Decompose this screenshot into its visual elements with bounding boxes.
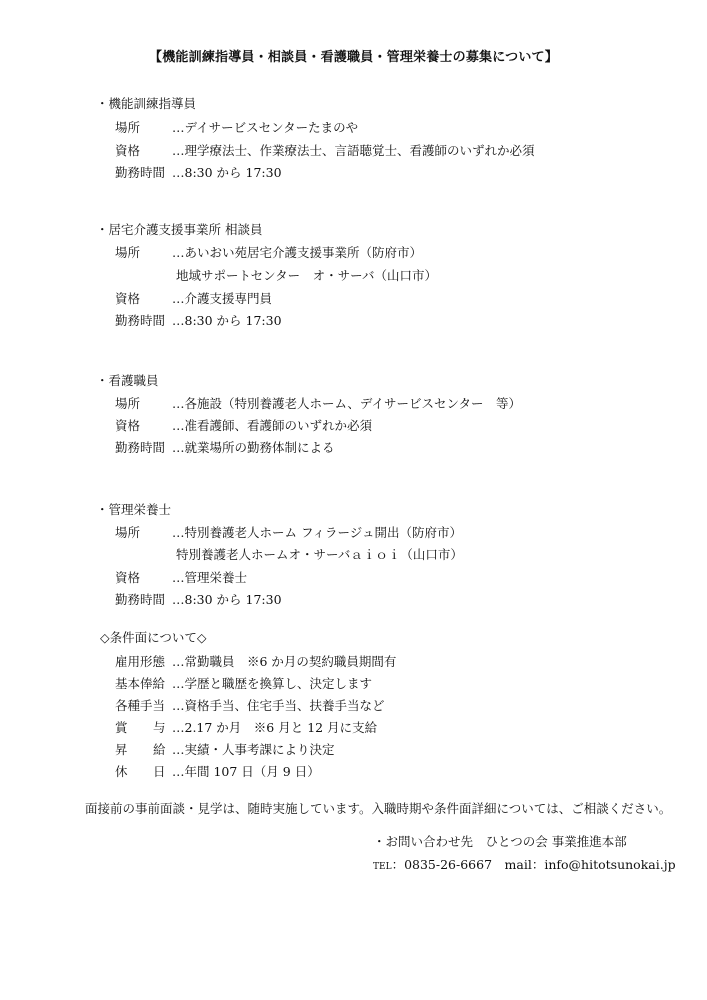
place-continuation: 特別養護老人ホームオ・サーバａｉｏｉ（山口市） bbox=[176, 547, 463, 562]
qual-value: …介護支援専門員 bbox=[172, 291, 273, 306]
hours-label: 勤務時間 bbox=[115, 592, 166, 607]
condition-value: …資格手当、住宅手当、扶養手当など bbox=[172, 698, 385, 713]
condition-label: 各種手当 bbox=[115, 698, 166, 713]
condition-row-raise bbox=[115, 742, 335, 758]
tel-mark: TEL bbox=[373, 862, 392, 872]
page-title: 【機能訓練指導員・相談員・看護職員・管理栄養士の募集について】 bbox=[149, 50, 558, 65]
place-row bbox=[115, 120, 358, 136]
condition-row-base-salary bbox=[115, 676, 372, 692]
condition-label-a: 昇 bbox=[115, 742, 128, 757]
condition-row-bonus bbox=[115, 720, 377, 736]
hours-row bbox=[115, 440, 335, 456]
contact-heading: ・お問い合わせ先 ひとつの会 事業推進本部 bbox=[373, 834, 627, 849]
qual-label-a: 資 bbox=[115, 570, 128, 585]
qual-value: …准看護師、看護師のいずれか必須 bbox=[172, 418, 373, 433]
condition-label-b: 日 bbox=[153, 764, 166, 779]
condition-label-b: 与 bbox=[153, 720, 166, 735]
condition-value: …年間 107 日（月 9 日） bbox=[172, 764, 320, 779]
condition-label-b: 給 bbox=[153, 742, 166, 757]
condition-label: 基本俸給 bbox=[115, 676, 166, 691]
qualification-row bbox=[115, 570, 247, 586]
section-heading-dietitian: ・管理栄養士 bbox=[96, 502, 172, 517]
qual-label-a: 資 bbox=[115, 143, 128, 158]
hours-row bbox=[115, 313, 282, 329]
place-value: …あいおい苑居宅介護支援事業所（防府市） bbox=[172, 245, 423, 260]
qualification-row bbox=[115, 418, 372, 434]
hours-value: …8:30 から 17:30 bbox=[172, 313, 282, 328]
place-row bbox=[115, 525, 462, 541]
place-label-b: 所 bbox=[127, 120, 141, 135]
place-value: …デイサービスセンターたまのや bbox=[172, 120, 359, 135]
qual-label-b: 格 bbox=[127, 570, 141, 585]
place-label-b: 所 bbox=[127, 396, 141, 411]
place-label-b: 所 bbox=[127, 245, 141, 260]
condition-label-a: 休 bbox=[115, 764, 128, 779]
section-heading-nursing-staff: ・看護職員 bbox=[96, 373, 159, 388]
condition-row-allowances bbox=[115, 698, 385, 714]
place-label-a: 場 bbox=[115, 525, 128, 540]
hours-value: …就業場所の勤務体制による bbox=[172, 440, 335, 455]
section-heading-care-consultant: ・居宅介護支援事業所 相談員 bbox=[96, 222, 263, 237]
place-label-b: 所 bbox=[127, 525, 141, 540]
place-continuation: 地域サポートセンター オ・サーバ（山口市） bbox=[176, 268, 438, 283]
hours-label: 勤務時間 bbox=[115, 165, 166, 180]
hours-label: 勤務時間 bbox=[115, 313, 166, 328]
hours-value: …8:30 から 17:30 bbox=[172, 592, 282, 607]
condition-value: …2.17 か月 ※6 月と 12 月に支給 bbox=[172, 720, 378, 735]
condition-value: …実績・人事考課により決定 bbox=[172, 742, 335, 757]
place-row bbox=[115, 245, 422, 261]
hours-label: 勤務時間 bbox=[115, 440, 166, 455]
place-label-a: 場 bbox=[115, 245, 128, 260]
condition-row-holidays bbox=[115, 764, 320, 780]
place-value: …特別養護老人ホーム フィラージュ開出（防府市） bbox=[172, 525, 462, 540]
place-row bbox=[115, 396, 521, 412]
condition-row-employment bbox=[115, 654, 396, 670]
condition-label: 雇用形態 bbox=[115, 654, 166, 669]
qual-label-b: 格 bbox=[127, 291, 141, 306]
qual-value: …管理栄養士 bbox=[172, 570, 248, 585]
condition-value: …学歴と職歴を換算し、決定します bbox=[172, 676, 373, 691]
qual-value: …理学療法士、作業療法士、言語聴覚士、看護師のいずれか必須 bbox=[172, 143, 535, 158]
place-label-a: 場 bbox=[115, 396, 128, 411]
hours-row bbox=[115, 165, 282, 181]
section-heading-functional-trainer: ・機能訓練指導員 bbox=[96, 96, 197, 111]
hours-row bbox=[115, 592, 282, 608]
qualification-row bbox=[115, 143, 535, 159]
place-label-a: 場 bbox=[115, 120, 128, 135]
contact-details bbox=[373, 857, 676, 875]
hours-value: …8:30 から 17:30 bbox=[172, 165, 282, 180]
qual-label-a: 資 bbox=[115, 418, 128, 433]
place-value: …各施設（特別養護老人ホーム、デイサービスセンター 等） bbox=[172, 396, 522, 411]
qualification-row bbox=[115, 291, 272, 307]
condition-value: …常勤職員 ※6 か月の契約職員期間有 bbox=[172, 654, 397, 669]
qual-label-b: 格 bbox=[127, 143, 141, 158]
contact-tel-mail: ：0835-26-6667 mail：info@hitotsunokai.jp bbox=[391, 857, 676, 872]
qual-label-b: 格 bbox=[127, 418, 141, 433]
interview-notice: 面接前の事前面談・見学は、随時実施しています。入職時期や条件面詳細については、ご相談ください。 bbox=[85, 801, 672, 816]
conditions-heading: ◇条件面について◇ bbox=[100, 630, 207, 645]
qual-label-a: 資 bbox=[115, 291, 128, 306]
condition-label-a: 賞 bbox=[115, 720, 128, 735]
